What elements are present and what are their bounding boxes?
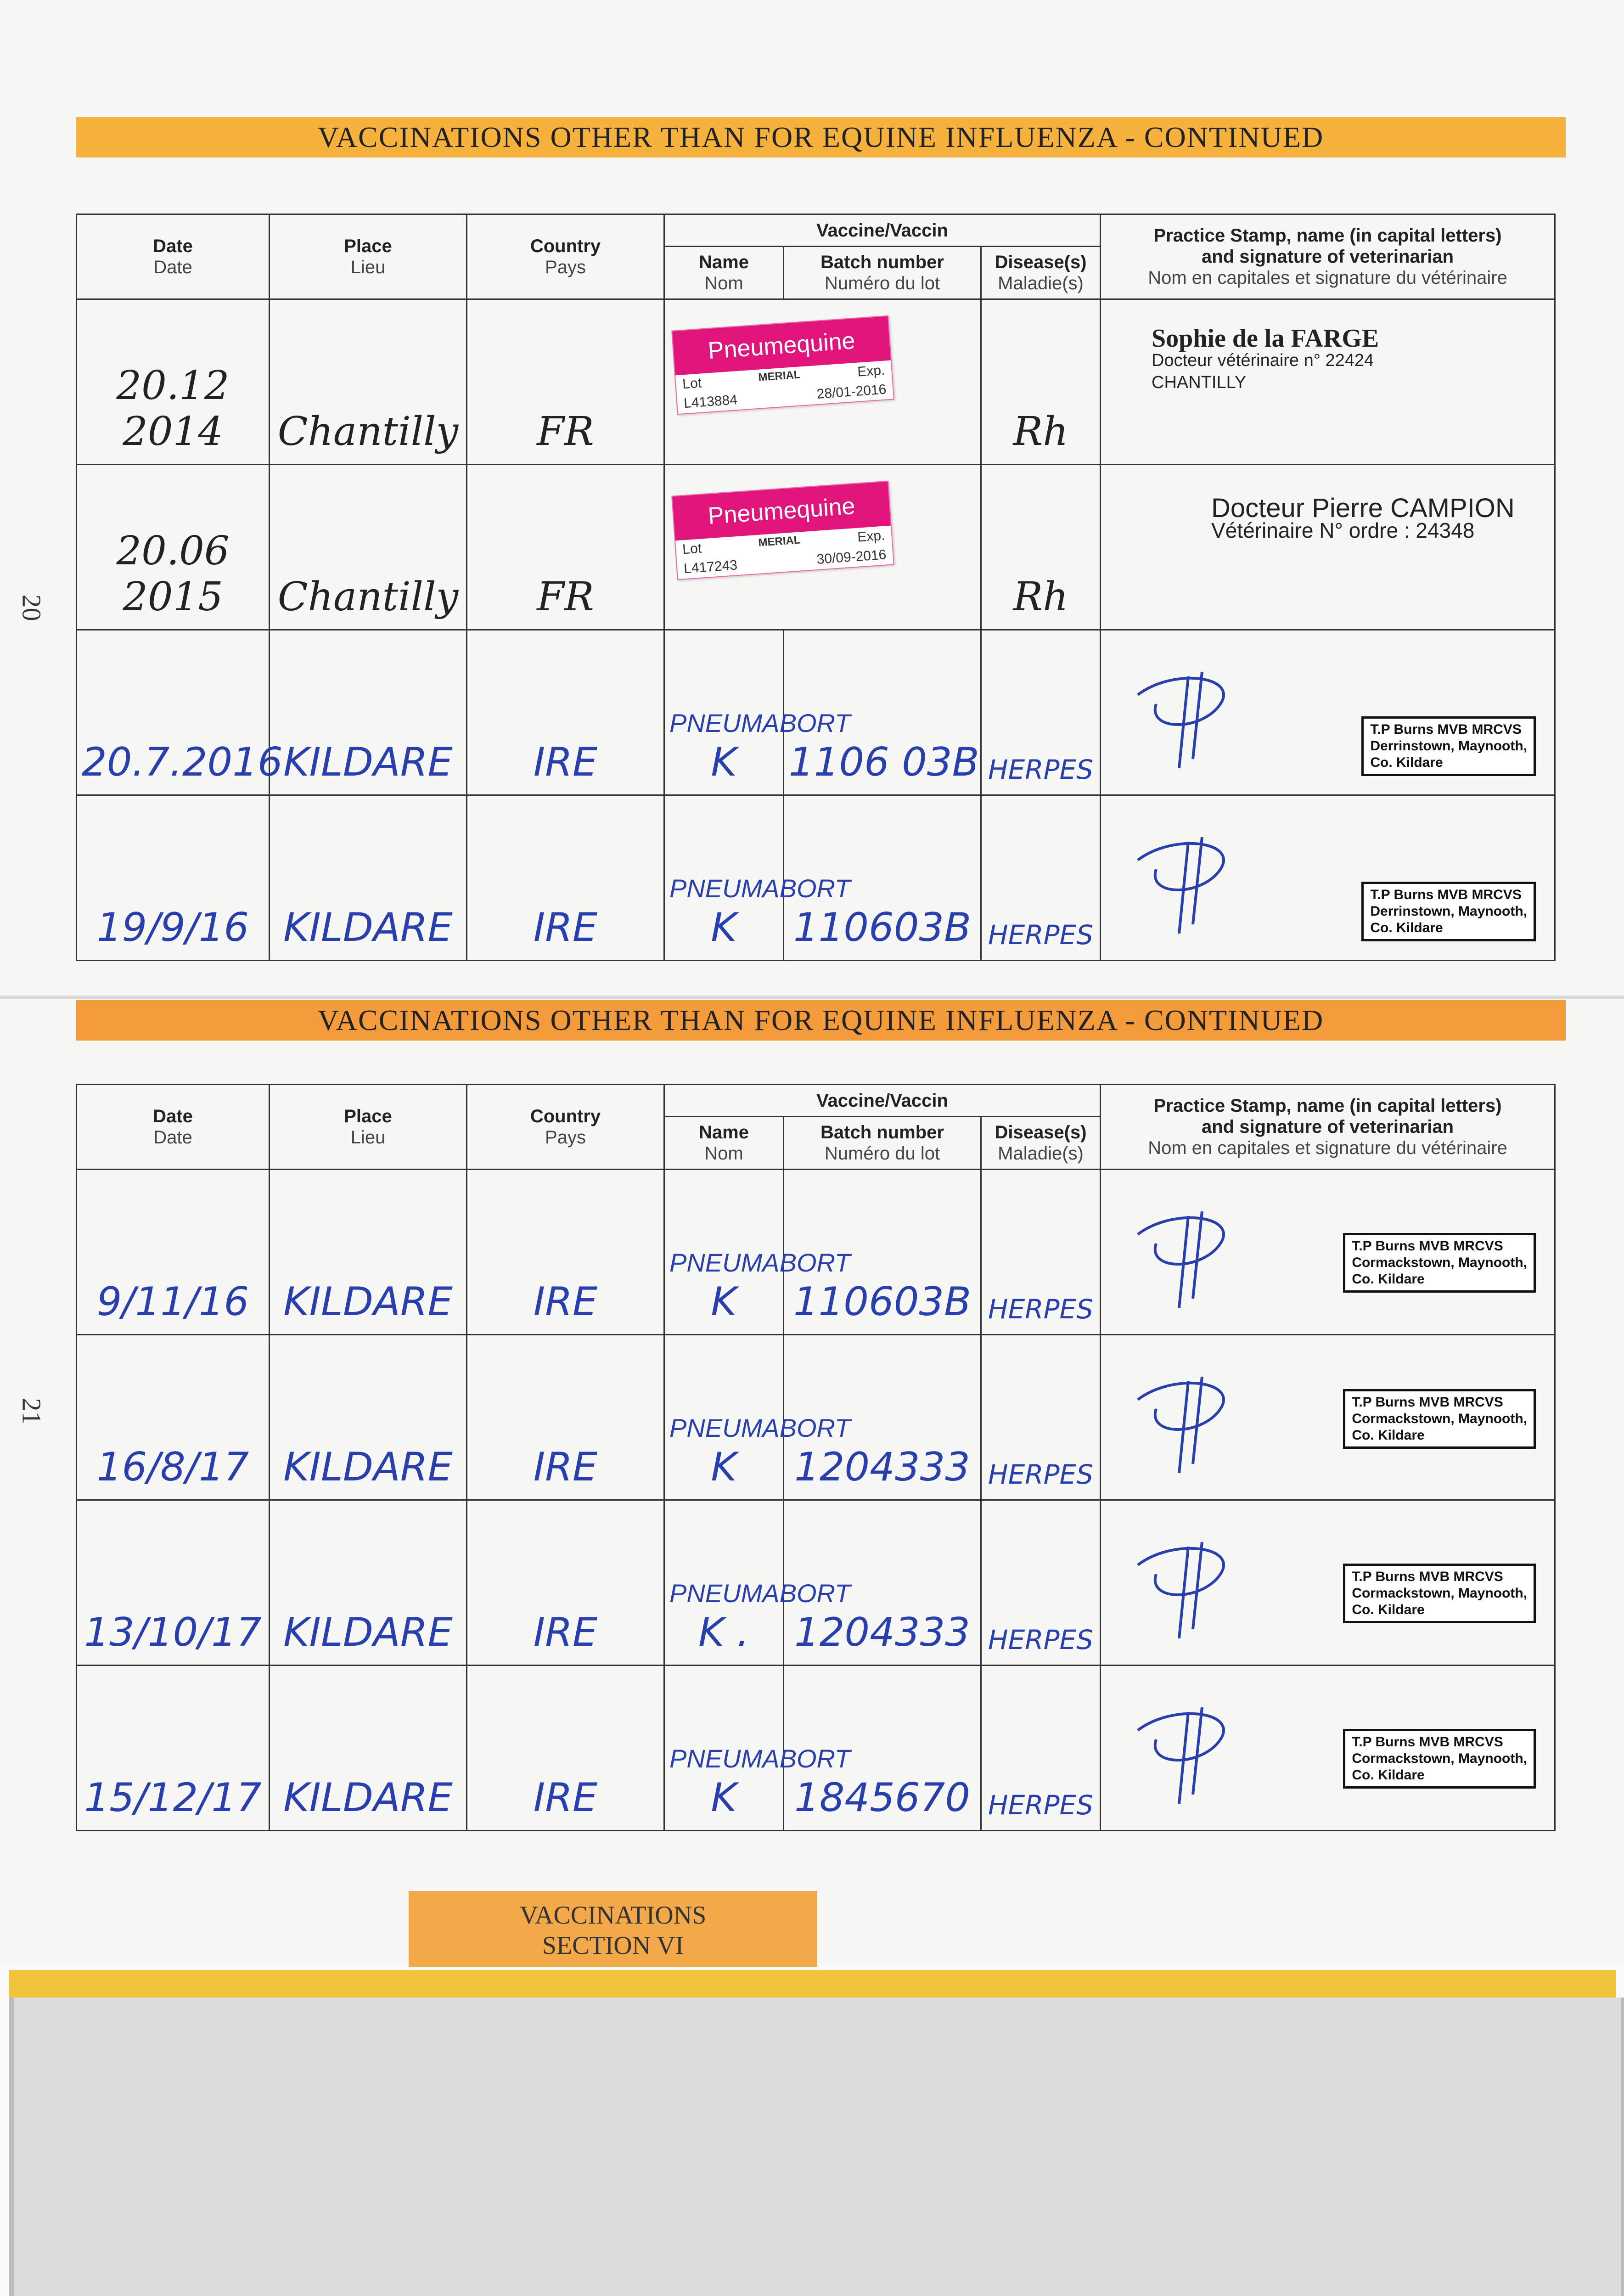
vaccination-table-page-21 bbox=[76, 1084, 1556, 1831]
table-row bbox=[77, 1666, 1555, 1831]
header-date: Date Date bbox=[77, 214, 270, 299]
header-practice-stamp: Practice Stamp, name (in capital letters) and signature of veterinarian Nom en capitales et signature du vétérinaire bbox=[1101, 214, 1555, 299]
header-batch: Batch number Numéro du lot bbox=[784, 1117, 981, 1170]
disease-cell: HERPES bbox=[981, 1335, 1101, 1500]
stamp-cell bbox=[1101, 795, 1555, 961]
vet-stamp: T.P Burns MVB MRCVS Cormackstown, Maynooth, Co. Kildare bbox=[1343, 1389, 1536, 1449]
header-disease: Disease(s) Maladie(s) bbox=[981, 247, 1101, 299]
vet-stamp: T.P Burns MVB MRCVS Cormackstown, Maynooth, Co. Kildare bbox=[1343, 1564, 1536, 1623]
header-country: Country Pays bbox=[467, 1085, 664, 1170]
place-cell: KILDARE bbox=[270, 1500, 467, 1666]
date-cell: 19/9/16 bbox=[77, 795, 270, 961]
country-cell: FR bbox=[467, 465, 664, 630]
signature-icon bbox=[1119, 640, 1257, 777]
country-cell: IRE bbox=[467, 1666, 664, 1831]
header-name: Name Nom bbox=[664, 247, 784, 299]
signature-icon bbox=[1119, 1675, 1257, 1813]
stamp-cell bbox=[1101, 1666, 1555, 1831]
header-country: Country Pays bbox=[467, 214, 664, 299]
date-cell: 15/12/17 bbox=[77, 1666, 270, 1831]
header-practice-stamp: Practice Stamp, name (in capital letters) and signature of veterinarian Nom en capitales et signature du vétérinaire bbox=[1101, 1085, 1555, 1170]
date-cell: 20.12 2014 bbox=[77, 299, 270, 465]
batch-cell: 1204333 bbox=[784, 1335, 981, 1500]
section-tab[interactable] bbox=[409, 1891, 817, 1967]
section-tab-line1: VACCINATIONS bbox=[519, 1901, 707, 1930]
name-cell: PNEUMABORT K bbox=[664, 795, 784, 961]
name-cell: PNEUMABORT K bbox=[664, 1335, 784, 1500]
country-cell: IRE bbox=[467, 630, 664, 795]
name-cell: PNEUMABORT K bbox=[664, 630, 784, 795]
date-cell: 13/10/17 bbox=[77, 1500, 270, 1666]
vaccination-table-page-20 bbox=[76, 214, 1556, 961]
name-cell: PNEUMABORT K bbox=[664, 1666, 784, 1831]
date-cell: 20.7.2016 bbox=[77, 630, 270, 795]
section-tab-line2: SECTION VI bbox=[542, 1931, 684, 1960]
batch-cell: 1204333 bbox=[784, 1500, 981, 1666]
name-cell: PNEUMABORT K bbox=[664, 1170, 784, 1335]
vet-stamp: T.P Burns MVB MRCVS Derrinstown, Maynooth, Co. Kildare bbox=[1361, 882, 1536, 941]
page-number-21: 21 bbox=[17, 1398, 47, 1425]
header-name: Name Nom bbox=[664, 1117, 784, 1170]
table-row bbox=[77, 630, 1555, 795]
section-band-page-20: VACCINATIONS OTHER THAN FOR EQUINE INFLUENZA - CONTINUED bbox=[76, 117, 1566, 158]
batch-cell: 110603B bbox=[784, 795, 981, 961]
stamp-cell bbox=[1101, 630, 1555, 795]
signature-icon bbox=[1119, 1179, 1257, 1317]
disease-cell: HERPES bbox=[981, 795, 1101, 961]
country-cell: IRE bbox=[467, 1500, 664, 1666]
table-row bbox=[77, 795, 1555, 961]
place-cell: KILDARE bbox=[270, 630, 467, 795]
batch-cell: 110603B bbox=[784, 1170, 981, 1335]
country-cell: IRE bbox=[467, 1335, 664, 1500]
disease-cell: HERPES bbox=[981, 1170, 1101, 1335]
page-number-20: 20 bbox=[17, 594, 47, 621]
vet-stamp: Docteur Pierre CAMPION Vétérinaire N° ordre : 24348 bbox=[1211, 493, 1515, 542]
header-date: Date Date bbox=[77, 1085, 270, 1170]
header-place: Place Lieu bbox=[270, 1085, 467, 1170]
table-row bbox=[77, 299, 1555, 465]
date-cell: 16/8/17 bbox=[77, 1335, 270, 1500]
stamp-cell bbox=[1101, 1335, 1555, 1500]
name-cell: PNEUMABORT K . bbox=[664, 1500, 784, 1666]
country-cell: IRE bbox=[467, 795, 664, 961]
header-disease: Disease(s) Maladie(s) bbox=[981, 1117, 1101, 1170]
table-row bbox=[77, 1335, 1555, 1500]
passport-cover bbox=[9, 1998, 1624, 2296]
place-cell: KILDARE bbox=[270, 1170, 467, 1335]
vaccine-label-cell bbox=[664, 465, 981, 630]
place-cell: Chantilly bbox=[270, 299, 467, 465]
stamp-cell bbox=[1101, 1500, 1555, 1666]
table-row bbox=[77, 1170, 1555, 1335]
date-cell: 9/11/16 bbox=[77, 1170, 270, 1335]
batch-cell: 1845670 bbox=[784, 1666, 981, 1831]
header-place: Place Lieu bbox=[270, 214, 467, 299]
disease-cell: HERPES bbox=[981, 1500, 1101, 1666]
section-band-page-21: VACCINATIONS OTHER THAN FOR EQUINE INFLUENZA - CONTINUED bbox=[76, 1000, 1566, 1041]
place-cell: Chantilly bbox=[270, 465, 467, 630]
signature-icon bbox=[1119, 1510, 1257, 1648]
stamp-cell bbox=[1101, 465, 1555, 630]
date-cell: 20.06 2015 bbox=[77, 465, 270, 630]
header-batch: Batch number Numéro du lot bbox=[784, 247, 981, 299]
vaccine-sticker: Pneumequine Lot MERIAL Exp. L413884 28/01-2016 bbox=[671, 315, 894, 415]
place-cell: KILDARE bbox=[270, 1666, 467, 1831]
vet-stamp: T.P Burns MVB MRCVS Cormackstown, Maynooth, Co. Kildare bbox=[1343, 1729, 1536, 1789]
disease-cell: HERPES bbox=[981, 1666, 1101, 1831]
vet-stamp: Sophie de la FARGE Docteur vétérinaire n° 22424 CHANTILLY bbox=[1152, 324, 1379, 392]
table-row bbox=[77, 465, 1555, 630]
signature-icon bbox=[1119, 805, 1257, 943]
country-cell: IRE bbox=[467, 1170, 664, 1335]
table-row bbox=[77, 1500, 1555, 1666]
header-vaccine: Vaccine/Vaccin bbox=[664, 214, 1101, 247]
cover-edge bbox=[9, 1970, 1616, 1998]
vet-stamp: T.P Burns MVB MRCVS Derrinstown, Maynooth, Co. Kildare bbox=[1361, 716, 1536, 776]
vaccine-label-cell bbox=[664, 299, 981, 465]
vaccine-sticker: Pneumequine Lot MERIAL Exp. L417243 30/09-2016 bbox=[671, 481, 894, 580]
disease-cell: Rh bbox=[981, 299, 1101, 465]
batch-cell: 1106 03B bbox=[784, 630, 981, 795]
stamp-cell bbox=[1101, 299, 1555, 465]
country-cell: FR bbox=[467, 299, 664, 465]
disease-cell: HERPES bbox=[981, 630, 1101, 795]
place-cell: KILDARE bbox=[270, 1335, 467, 1500]
place-cell: KILDARE bbox=[270, 795, 467, 961]
stamp-cell bbox=[1101, 1170, 1555, 1335]
disease-cell: Rh bbox=[981, 465, 1101, 630]
header-vaccine: Vaccine/Vaccin bbox=[664, 1085, 1101, 1117]
signature-icon bbox=[1119, 1345, 1257, 1482]
vet-stamp: T.P Burns MVB MRCVS Cormackstown, Maynooth, Co. Kildare bbox=[1343, 1233, 1536, 1293]
page-spine bbox=[0, 996, 1624, 999]
